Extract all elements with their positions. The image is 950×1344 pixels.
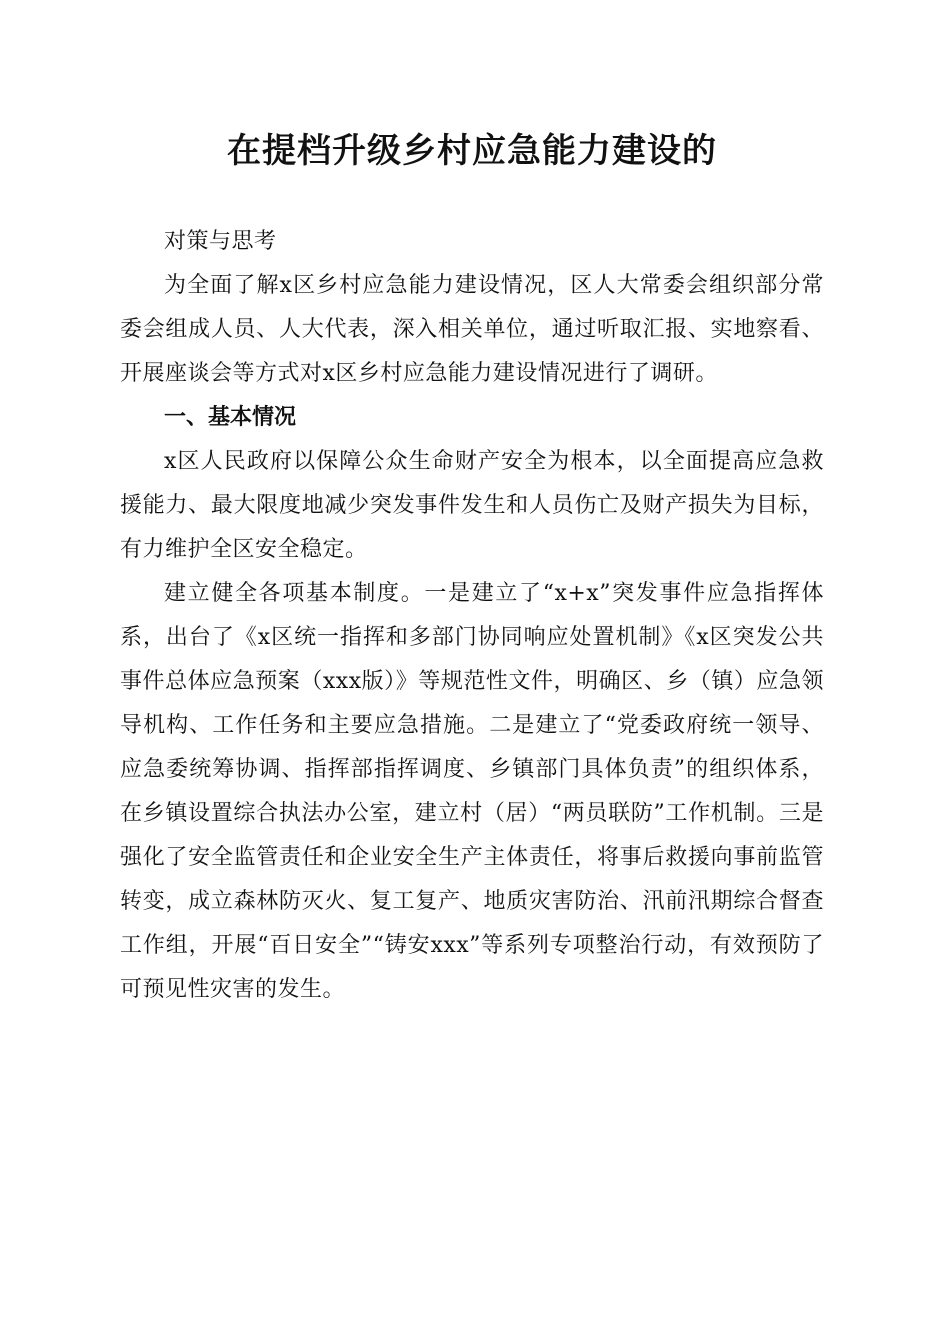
document-subtitle: 对策与思考	[164, 229, 277, 254]
document-title: 在提档升级乡村应急能力建设的	[227, 131, 717, 171]
section-heading-basic-situation: 一、基本情况	[164, 405, 297, 430]
document-page	[120, 128, 824, 1012]
section1-paragraph-1: x区人民政府以保障公众生命财产安全为根本，以全面提高应急救援能力、最大限度地减少突发事件发生和人员伤亡及财产损失为目标，有力维护全区安全稳定。	[120, 449, 824, 562]
intro-paragraph: 为全面了解x区乡村应急能力建设情况，区人大常委会组织部分常委会组成人员、人大代表，深入相关单位，通过听取汇报、实地察看、开展座谈会等方式对x区乡村应急能力建设情况进行了调研。	[120, 273, 824, 386]
section1-paragraph-2: 建立健全各项基本制度。一是建立了“x+x”突发事件应急指挥体系，出台了《x区统一指挥和多部门协同响应处置机制》《x区突发公共事件总体应急预案（xxx版）》等规范性文件，明确区、乡（镇）应急领导机构、工作任务和主要应急措施。二是建立了“党委政府统一领导、应急委统筹协调、指挥部指挥调度、乡镇部门具体负责”的组织体系，在乡镇设置综合执法办公室，建立村（居）“两员联防”工作机制。三是强化了安全监管责任和企业安全生产主体责任，将事后救援向事前监管转变，成立森林防灭火、复工复产、地质灾害防治、汛前汛期综合督查工作组，开展“百日安全”“铸安xxx”等系列专项整治行动，有效预防了可预见性灾害的发生。	[120, 581, 824, 1002]
